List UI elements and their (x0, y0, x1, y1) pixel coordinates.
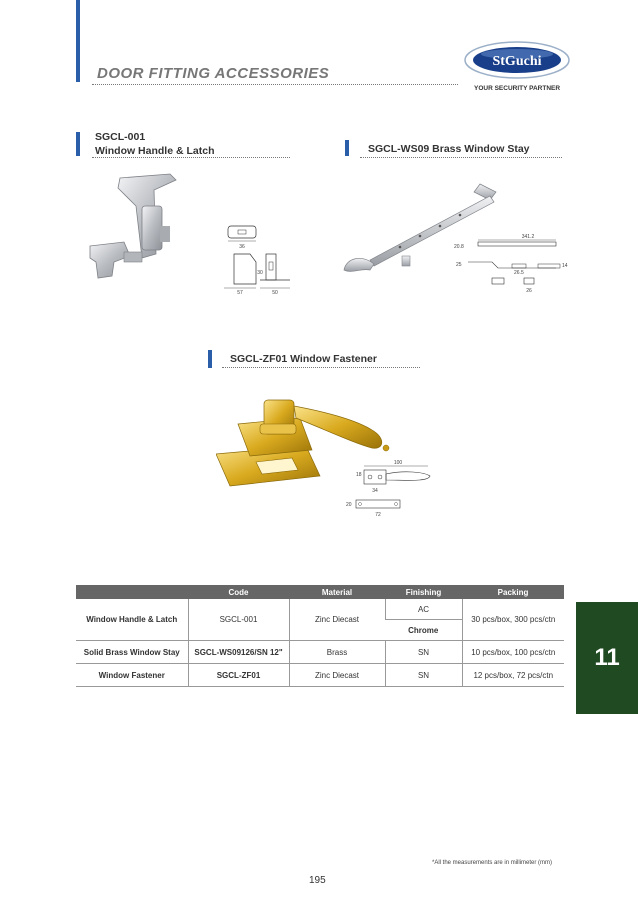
chapter-tab (576, 602, 638, 714)
logo-text: StGuchi (492, 54, 542, 69)
header-accent-bar (76, 0, 80, 82)
dim-100: 100 (393, 460, 403, 466)
product-1-name: Window Handle & Latch (95, 145, 215, 157)
dim-20-8: 20.8 (454, 244, 464, 250)
product-2-divider (360, 157, 562, 158)
spec-table (76, 585, 564, 687)
table-row (76, 641, 564, 664)
page-title: DOOR FITTING ACCESSORIES (97, 65, 330, 82)
product-1-dimension-drawing (220, 222, 294, 294)
cell-packing: 12 pcs/box, 72 pcs/ctn (462, 664, 564, 687)
product-3-title: SGCL-ZF01 Window Fastener (230, 353, 377, 365)
dim-18: 18 (356, 472, 362, 478)
product-1-title (95, 130, 215, 158)
product-2-dimension-drawing (452, 232, 570, 298)
cell-code: SGCL-001 (188, 599, 289, 641)
dim-50: 50 (272, 290, 278, 294)
cell-material: Zinc Diecast (289, 664, 385, 687)
dim-25: 25 (456, 262, 462, 268)
chapter-number: 11 (594, 644, 620, 671)
dim-14: 14 (562, 263, 568, 269)
dim-34: 34 (372, 488, 378, 494)
dim-72: 72 (375, 512, 381, 518)
footnote: *All the measurements are in millimeter (mm) (432, 860, 553, 866)
dim-36: 36 (239, 244, 245, 250)
product-2-accent (345, 140, 349, 156)
page-number: 195 (309, 875, 326, 886)
cell-packing: 10 pcs/box, 100 pcs/ctn (462, 641, 564, 664)
cell-finishing: SN (385, 664, 462, 687)
cell-packing: 30 pcs/box, 300 pcs/ctn (462, 599, 564, 641)
cell-product: Window Handle & Latch (76, 599, 188, 641)
table-row (76, 599, 564, 620)
product-1-accent (76, 132, 80, 156)
col-header-code: Code (188, 585, 289, 599)
product-3-divider (222, 367, 420, 368)
col-header-finishing: Finishing (385, 585, 462, 599)
dim-26-5: 26.5 (514, 270, 524, 276)
dim-57: 57 (237, 290, 243, 294)
product-3-accent (208, 350, 212, 368)
col-header-packing: Packing (462, 585, 564, 599)
cell-finishing: Chrome (385, 620, 462, 641)
table-row (76, 664, 564, 687)
brand-tagline: YOUR SECURITY PARTNER (474, 85, 561, 92)
cell-product: Solid Brass Window Stay (76, 641, 188, 664)
col-header-material: Material (289, 585, 385, 599)
product-1-code: SGCL-001 (95, 131, 146, 143)
header-divider (92, 84, 458, 85)
col-header-product (76, 585, 188, 599)
cell-material: Brass (289, 641, 385, 664)
cell-code: SGCL-WS09126/SN 12" (188, 641, 289, 664)
brand-logo (462, 40, 572, 80)
dim-26: 26 (526, 288, 532, 294)
cell-code: SGCL-ZF01 (188, 664, 289, 687)
product-3-dimension-drawing (344, 456, 434, 520)
cell-product: Window Fastener (76, 664, 188, 687)
product-1-image (84, 166, 204, 286)
dim-20: 20 (346, 502, 352, 508)
dim-341-2: 341.2 (521, 234, 535, 240)
product-2-title: SGCL-WS09 Brass Window Stay (368, 143, 530, 155)
cell-material: Zinc Diecast (289, 599, 385, 641)
cell-finishing: AC (385, 599, 462, 620)
product-1-divider (92, 157, 290, 158)
cell-finishing: SN (385, 641, 462, 664)
dim-30: 30 (257, 270, 263, 276)
table-header-row (76, 585, 564, 599)
